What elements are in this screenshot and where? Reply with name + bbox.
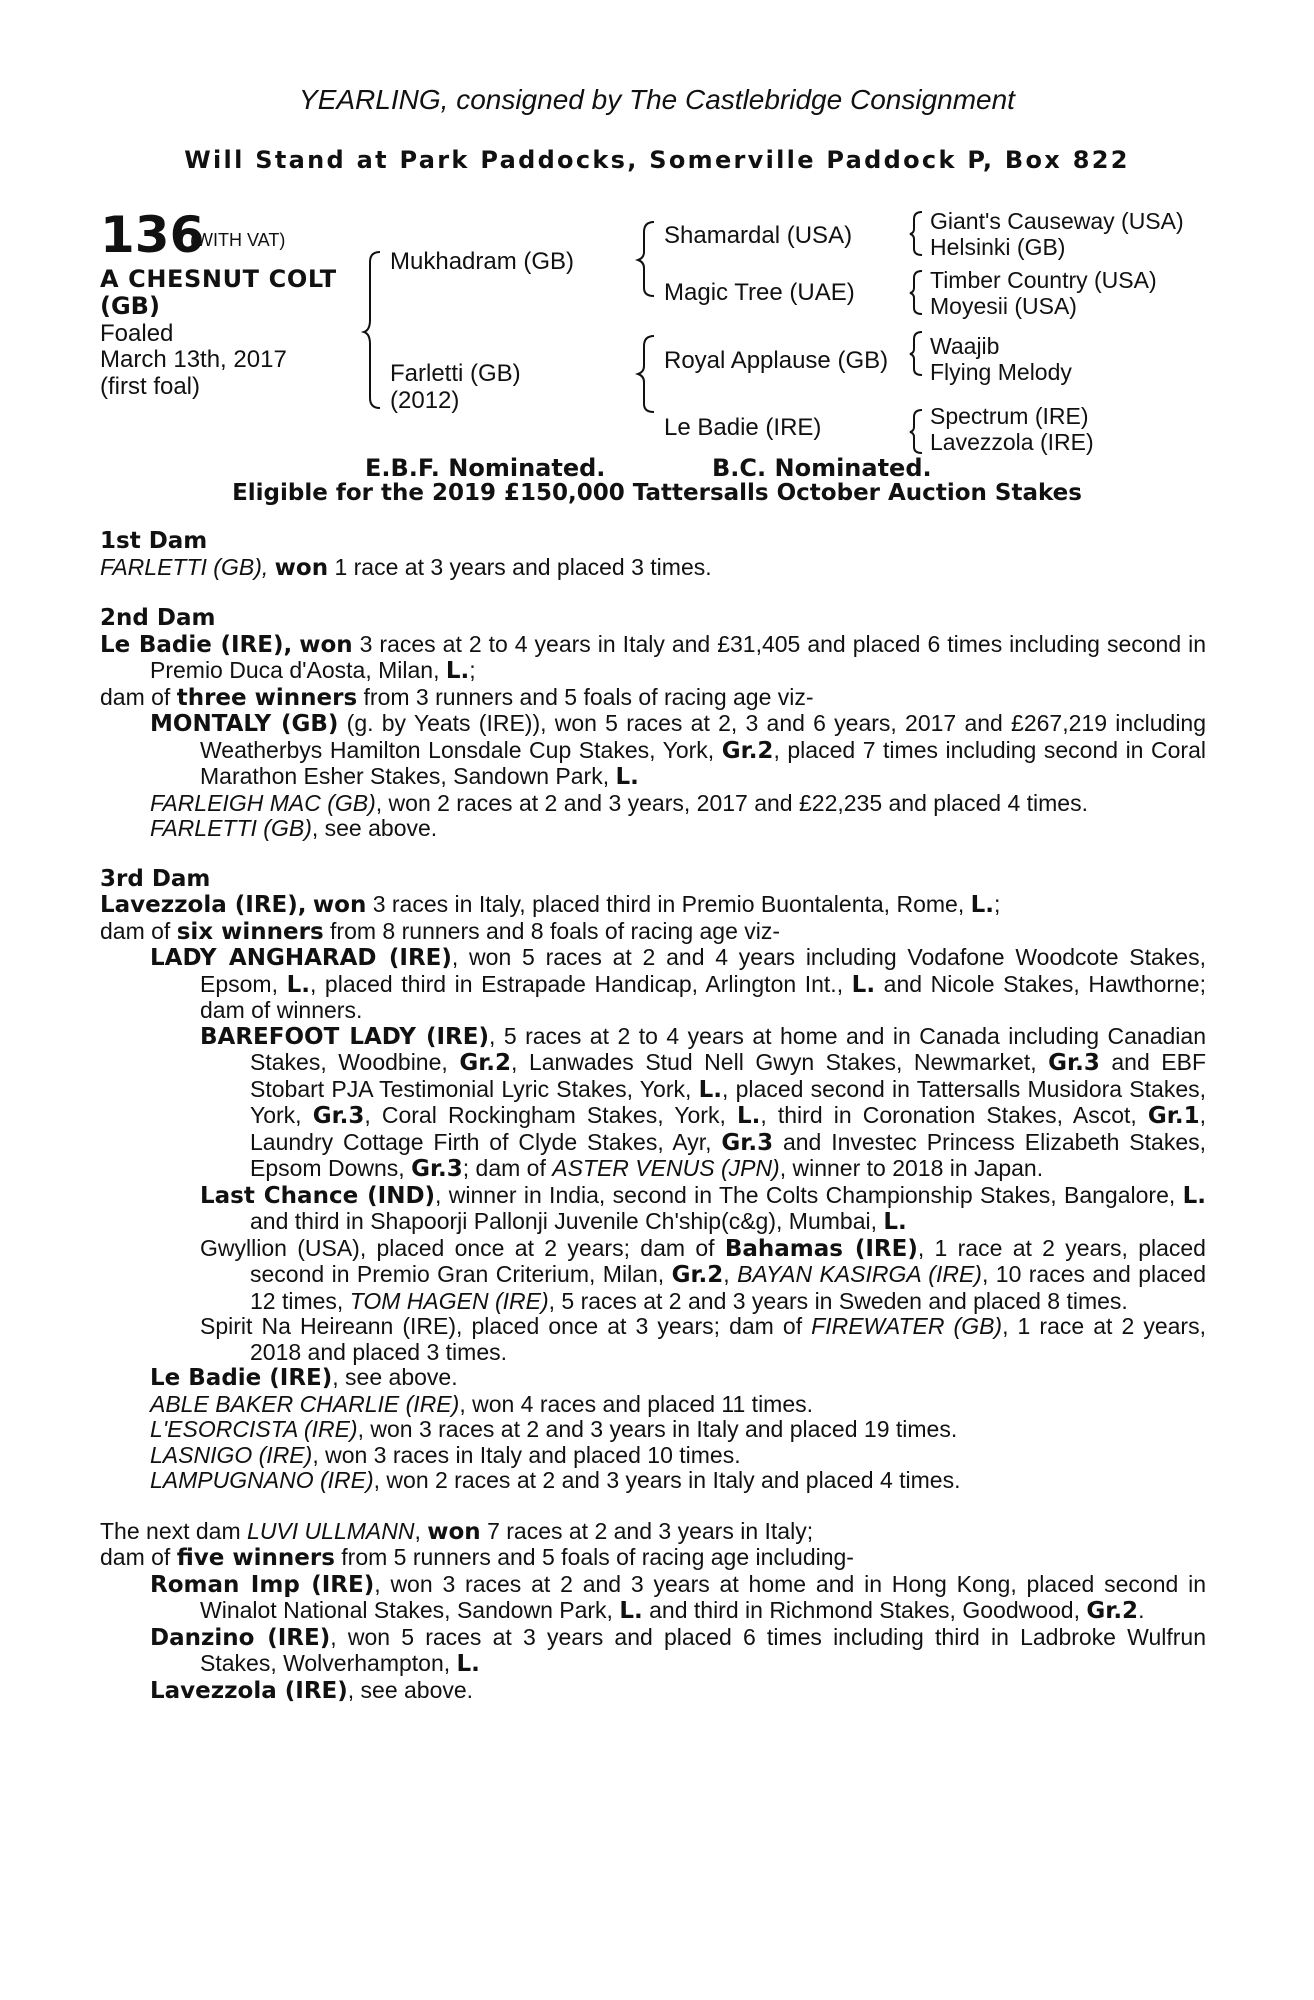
third-dam-produce-summary: dam of six winners from 8 runners and 8 foals of racing age viz-	[100, 917, 781, 945]
produce-roman-imp: Roman Imp (IRE), won 3 races at 2 and 3 years at home and in Hong Kong, placed second in Winalot National Stakes, Sandown Park, L. and third in Richmond Stakes, Goodwood, Gr.2.	[150, 1570, 1206, 1624]
produce-last-chance: Last Chance (IND), winner in India, second in The Colts Championship Stakes, Bangalore, L. and third in Shapoorji Pallonji Juvenile Ch'ship(c&g), Mumbai, L.	[200, 1181, 1206, 1235]
produce-spirit-na-heireann: Spirit Na Heireann (IRE), placed once at 3 years; dam of FIREWATER (GB), 1 race at 2 years, 2018 and placed 3 times.	[200, 1313, 1206, 1365]
produce-danzino: Danzino (IRE), won 5 races at 3 years and placed 6 times including third in Ladbroke Wulfrun Stakes, Wolverhampton, L.	[150, 1623, 1206, 1677]
ancestor-8: Lavezzola (IRE)	[930, 429, 1094, 455]
dam-name: Farletti (GB)	[390, 360, 521, 387]
ancestor-5: Waajib	[930, 333, 1000, 359]
first-dam-section	[100, 529, 1206, 581]
second-dam-entry: Le Badie (IRE), won 3 races at 2 to 4 years in Italy and £31,405 and placed 6 times including second in Premio Duca d'Aosta, Milan, L.;	[100, 630, 1207, 684]
foaled-date: March 13th, 2017	[100, 346, 287, 373]
second-dam-section	[100, 606, 1206, 842]
stand-location-line: Will Stand at Park Paddocks, Somerville Paddock P, Box 822	[184, 146, 1130, 174]
dam-sire-name: Royal Applause (GB)	[664, 347, 889, 374]
first-foal-note: (first foal)	[100, 373, 201, 400]
first-dam-name: FARLETTI (GB),	[100, 553, 269, 580]
produce-lasnigo: LASNIGO (IRE), won 3 races in Italy and placed 10 times.	[150, 1441, 741, 1468]
second-dam-produce-summary: dam of three winners from 3 runners and 5 foals of racing age viz-	[100, 683, 814, 711]
gen3-brace-3	[910, 332, 922, 375]
ancestor-3: Timber Country (USA)	[930, 267, 1157, 293]
produce-barefoot-lady: BAREFOOT LADY (IRE), 5 races at 2 to 4 years at home and in Canada including Canadian Stakes, Woodbine, Gr.2, Lanwades Stud Nell Gwyn Stakes, Newmarket, Gr.3 and EBF Stobart PJA Testimonial Lyric Stakes, York, L., placed second in Tattersalls Musidora Stakes, York, Gr.3, Coral Rockingham Stakes, York, L., third in Coronation Stakes, Ascot, Gr.1, Laundry Cottage Firth of Clyde Stakes, Ayr, Gr.3 and Investec Princess Elizabeth Stakes, Epsom Downs, Gr.3; dam of ASTER VENUS (JPN), winner to 2018 in Japan.	[200, 1022, 1207, 1182]
foaled-label: Foaled	[100, 320, 174, 347]
dam-dam-name: Le Badie (IRE)	[664, 414, 822, 441]
ancestor-2: Helsinki (GB)	[930, 234, 1066, 260]
ancestor-7: Spectrum (IRE)	[930, 403, 1089, 429]
first-dam-entry: FARLETTI (GB), won 1 race at 3 years and placed 3 times.	[100, 553, 712, 581]
ancestor-4: Moyesii (USA)	[930, 293, 1077, 319]
first-dam-heading: 1st Dam	[100, 528, 208, 554]
next-dam-produce-summary: dam of five winners from 5 runners and 5 foals of racing age including-	[100, 1544, 854, 1571]
second-dam-heading: 2nd Dam	[100, 605, 216, 631]
ancestor-1: Giant's Causeway (USA)	[930, 208, 1184, 234]
lot-description-country: (GB)	[100, 292, 160, 320]
lot-description: A CHESNUT COLT	[100, 265, 337, 293]
bc-nomination: B.C. Nominated.	[712, 454, 932, 482]
next-dam-entry: The next dam LUVI ULLMANN, won 7 races at 2 and 3 years in Italy;	[100, 1517, 814, 1545]
ancestor-6: Flying Melody	[930, 359, 1072, 385]
produce-le-badie: Le Badie (IRE), see above.	[150, 1364, 458, 1391]
sire-dam-name: Magic Tree (UAE)	[664, 279, 855, 306]
third-dam-entry: Lavezzola (IRE), won 3 races in Italy, placed third in Premio Buontalenta, Rome, L.;	[100, 891, 1001, 918]
consignor-line: YEARLING, consigned by The Castlebridge Consignment	[299, 84, 1015, 115]
gen3-brace-1	[910, 212, 922, 255]
gen3-brace-4	[910, 410, 922, 453]
eligibility-line: Eligible for the 2019 £150,000 Tattersalls October Auction Stakes	[232, 480, 1082, 506]
next-dam-section	[100, 1519, 1206, 1705]
dam-year: (2012)	[390, 387, 460, 414]
sire-dam-brace	[364, 252, 380, 408]
gen3-brace-2	[910, 271, 922, 314]
pedigree-notes	[100, 529, 1206, 1704]
produce-farletti: FARLETTI (GB), see above.	[150, 815, 438, 841]
sire-name: Mukhadram (GB)	[390, 248, 575, 275]
ebf-nomination: E.B.F. Nominated.	[365, 454, 606, 482]
produce-lampugnano: LAMPUGNANO (IRE), won 2 races at 2 and 3 years in Italy and placed 4 times.	[150, 1467, 961, 1493]
sire-sire-name: Shamardal (USA)	[664, 222, 853, 249]
produce-lavezzola: Lavezzola (IRE), see above.	[150, 1676, 474, 1704]
produce-gwyllion: Gwyllion (USA), placed once at 2 years; dam of Bahamas (IRE), 1 race at 2 years, placed second in Premio Gran Criterium, Milan, Gr.2, BAYAN KASIRGA (IRE), 10 races and placed 12 times, TOM HAGEN (IRE), 5 races at 2 and 3 years in Sweden and placed 8 times.	[200, 1234, 1206, 1314]
lot-number: 136	[100, 206, 205, 264]
sire-line-brace	[638, 222, 654, 296]
produce-farleigh-mac: FARLEIGH MAC (GB), won 2 races at 2 and 3 years, 2017 and £22,235 and placed 4 times.	[150, 789, 1088, 816]
produce-lesorcista: L'ESORCISTA (IRE), won 3 races at 2 and 3 years in Italy and placed 19 times.	[150, 1416, 958, 1442]
third-dam-section	[100, 867, 1206, 1494]
produce-able-baker-charlie: ABLE BAKER CHARLIE (IRE), won 4 races and placed 11 times.	[150, 1390, 814, 1417]
produce-montaly: MONTALY (GB) (g. by Yeats (IRE)), won 5 races at 2, 3 and 6 years, 2017 and £267,219 including Weatherbys Hamilton Lonsdale Cup Stakes, York, Gr.2, placed 7 times including second in Coral Marathon Esher Stakes, Sandown Park, L.	[150, 710, 1207, 790]
third-dam-heading: 3rd Dam	[100, 865, 211, 892]
vat-label: (WITH VAT)	[190, 230, 286, 250]
produce-lady-angharad: LADY ANGHARAD (IRE), won 5 races at 2 and 4 years including Vodafone Woodcote Stakes, Epsom, L., placed third in Estrapade Handicap, Arlington Int., L. and Nicole Stakes, Hawthorne; dam of winners.	[150, 944, 1206, 1023]
dam-line-brace	[638, 336, 654, 412]
